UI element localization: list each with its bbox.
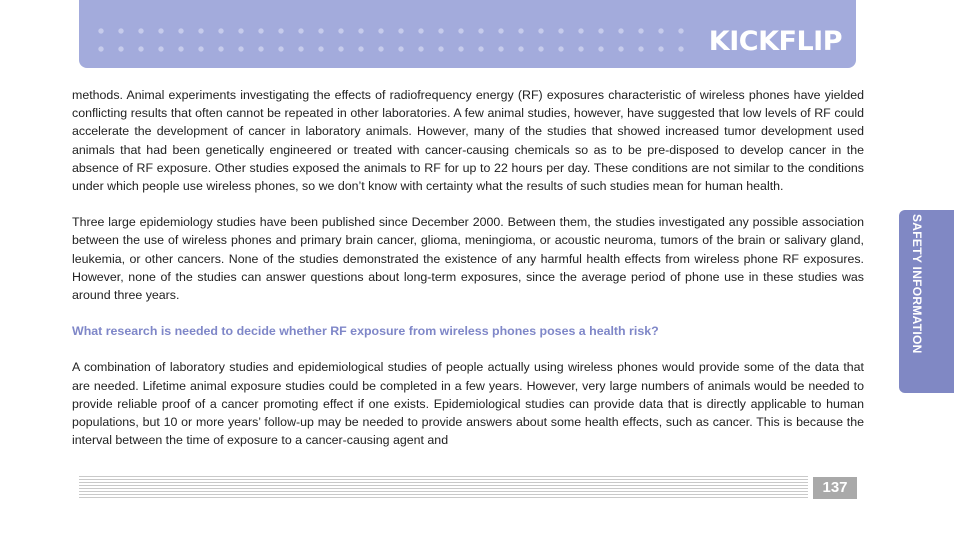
body-paragraph: A combination of laboratory studies and epidemiological studies of people actually using wireless phones would provide some of the data that are needed. Lifetime animal exposure studies could be completed in a few years. However, very large numbers of animals would be needed to provide reliable proof of a cancer promoting effect if one exists. Epidemiological studies can provide data that is directly applicable to human populations, but 10 or more years’ follow-up may be needed to provide answers about some health effects, such as cancer. This is because the interval between the time of exposure to a cancer-causing agent and [72, 360, 864, 448]
body-paragraph: methods. Animal experiments investigating the effects of radiofrequency energy (RF) exposures characteristic of wireless phones have yielded conflicting results that often cannot be repeated in other laboratories. A few animal studies, however, have suggested that low levels of RF could accelerate the development of cancer in laboratory animals. However, many of the studies that showed increased tumor development used animals that had been genetically engineered or treated with cancer-causing chemicals so as to be pre-disposed to develop cancer in the absence of RF exposure. Other studies exposed the animals to RF for up to 22 hours per day. These conditions are not similar to the conditions under which people use wireless phones, so we don’t know with certainty what the results of such studies mean for human health. [72, 88, 864, 194]
section-side-tab [899, 210, 954, 393]
body-paragraph: Three large epidemiology studies have been published since December 2000. Between them, the studies investigated any possible association between the use of wireless phones and primary brain cancer, glioma, meningioma, or acoustic neuroma, tumors of the brain or salivary gland, leukemia, or other cancers. None of the studies demonstrated the existence of any harmful health effects from wireless phone RF exposures. However, none of the studies can answer questions about long-term exposures, since the average period of phone use in these studies was around three years. [72, 215, 864, 303]
main-content [72, 86, 864, 449]
footer-rule-lines [79, 476, 808, 498]
decorative-dots-row [91, 27, 691, 35]
side-tab-label: SAFETY INFORMATION [910, 214, 924, 354]
section-heading: What research is needed to decide whether RF exposure from wireless phones poses a health risk? [72, 324, 659, 339]
header-banner [79, 0, 856, 68]
page-number: 137 [813, 477, 857, 499]
brand-logo: KICKFLIP [708, 26, 842, 57]
decorative-dots-row [91, 45, 691, 53]
